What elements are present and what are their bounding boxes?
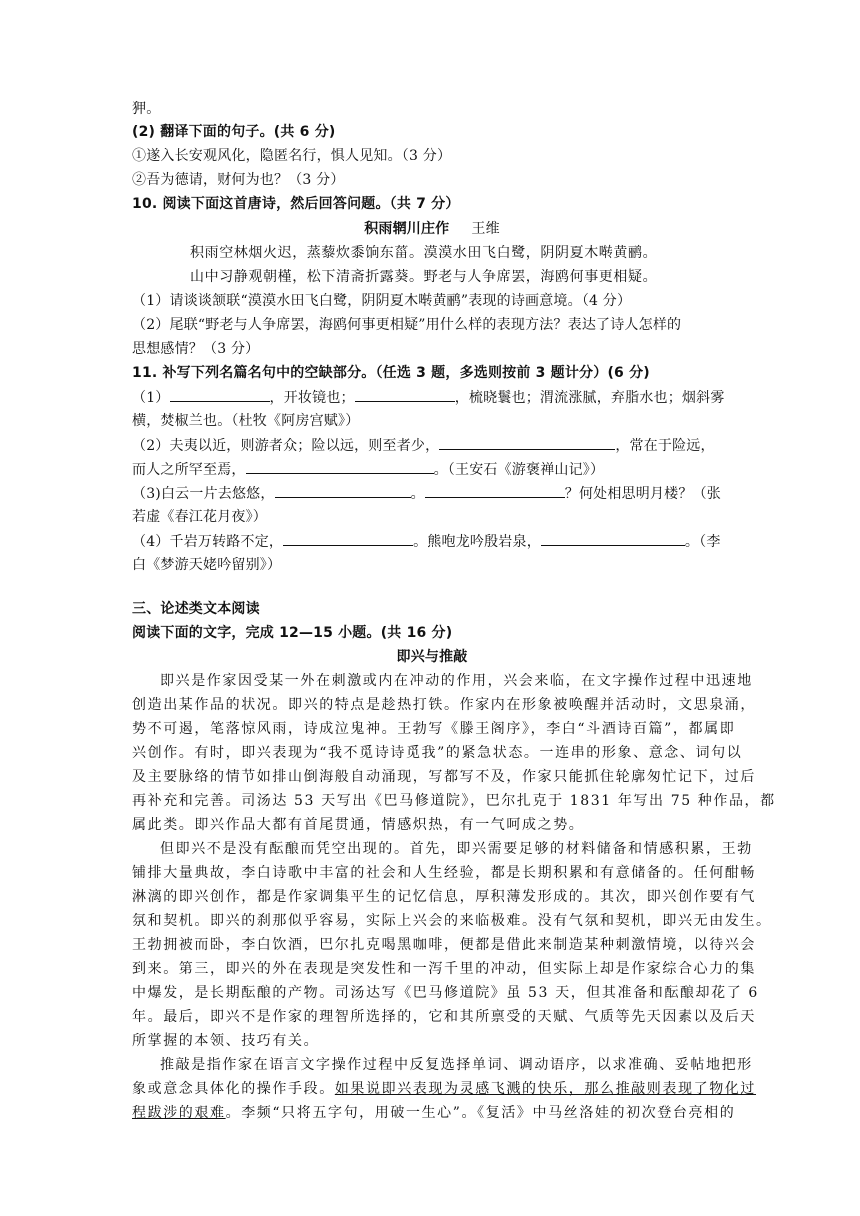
fill-line: [132, 386, 732, 409]
text-line: 若虚《春江花月夜》）: [132, 509, 267, 525]
paragraph-line: 属此类。即兴作品大都有首尾贯通，情感炽热，有一气呵成之势。: [132, 817, 585, 833]
text-line: 白《梦游天姥吟留别》）: [132, 557, 282, 573]
blank-field[interactable]: [425, 482, 565, 498]
paragraph-line: 所掌握的本领、技巧有关。: [132, 1033, 320, 1049]
blank-field[interactable]: [275, 482, 411, 498]
paragraph-line: 及主要脉络的情节如排山倒海般自动涌现，写都写不及，作家只能抓住轮廓匆忙记下，过后: [132, 769, 756, 785]
paragraph-line: [132, 1102, 736, 1124]
paragraph-line: [132, 1078, 757, 1100]
paragraph-line: 铺排大量典故，李白诗歌中丰富的社会和人生经验，都是长期积累和有意储备的。任何酣畅: [132, 865, 756, 881]
text-span: （4）千岩万转路不定，: [132, 534, 284, 550]
poem-line: 积雨空林烟火迟，蒸藜炊黍饷东菑。漠漠水田飞白鹭，阴阴夏木啭黄鹂。: [190, 245, 658, 261]
underlined-sentence: 如果说即兴表现为灵感飞溅的快乐，那么推敲则表现了物化过: [334, 1081, 757, 1097]
poem-title-text: 积雨辋川庄作: [364, 221, 450, 237]
text-span: 象或意念具体化的操作手段。: [132, 1081, 335, 1097]
question-heading: 阅读下面的文字，完成 12—15 小题。(共 16 分): [132, 625, 453, 641]
text-span: 。李频“只将五字句，用破一生心”。《复活》中马丝洛娃的初次登台亮相的: [225, 1105, 736, 1121]
fill-line: [132, 458, 732, 481]
paragraph-line: 兴创作。有时，即兴表现为“我不觅诗诗觅我”的紧急状态。一连串的形象、意念、词句以: [132, 745, 743, 761]
paragraph-line: 王勃拥被而卧，李白饮酒，巴尔扎克喝黑咖啡，便都是借此来制造某种刺激情境，以待兴会: [132, 937, 756, 953]
paragraph-line: 再补充和完善。司汤达 53 天写出《巴马修道院》，巴尔扎克于 1831 年写出 75 种作品，都: [132, 793, 776, 809]
fill-line: [132, 434, 732, 457]
paragraph-line: 到来。第三，即兴的外在表现是突发性和一泻千里的冲动，但实际上却是作家综合心力的集: [132, 961, 756, 977]
blank-field[interactable]: [355, 386, 455, 402]
paragraph-line: 创造出某作品的状况。即兴的特点是趁热打铁。作家内在形象被唤醒并活动时，文思泉涌，: [132, 697, 756, 713]
text-span: （2）夫夷以近，则游者众；险以远，则至者少，: [132, 438, 440, 454]
text-line: ②吾为德请，财何为也？（3 分）: [132, 172, 345, 188]
poem-title: [132, 218, 732, 240]
text-line: 狎。: [132, 101, 161, 117]
question-heading: 11. 补写下列名篇名句中的空缺部分。（任选 3 题，多选则按前 3 题计分）(6 分): [132, 365, 650, 381]
blank-field[interactable]: [541, 530, 685, 546]
blank-field[interactable]: [246, 458, 434, 474]
text-span: 。熊咆龙吟殷岩泉，: [413, 534, 541, 550]
paragraph-line: 中爆发，是长期酝酿的产物。司汤达写《巴马修道院》虽 53 天，但其准备和酝酿却花了 6: [132, 985, 759, 1001]
section-heading: 三、论述类文本阅读: [132, 601, 260, 617]
blank-field[interactable]: [439, 434, 615, 450]
question-heading: 10. 阅读下面这首唐诗，然后回答问题。（共 7 分）: [132, 196, 460, 212]
text-span: 而人之所罕至焉，: [132, 462, 246, 478]
text-line: （1）请谈谈颔联“漠漠水田飞白鹭，阴阴夏木啭黄鹂”表现的诗画意境。（4 分）: [132, 293, 632, 309]
text-span: 。（王安石《游褒禅山记》）: [433, 462, 605, 478]
article-title: 即兴与推敲: [396, 649, 468, 665]
text-span: 。: [410, 486, 425, 502]
text-span: ，开妆镜也；: [269, 390, 355, 406]
underlined-sentence: 程跋涉的艰难: [132, 1105, 226, 1121]
text-line: 横，焚椒兰也。（杜牧《阿房宫赋》）: [132, 413, 360, 429]
question-heading: (2) 翻译下面的句子。(共 6 分): [132, 124, 336, 140]
poem-line: 山中习静观朝槿，松下清斋折露葵。野老与人争席罢，海鸥何事更相疑。: [190, 269, 658, 285]
text-line: ①遂入长安观风化，隐匿名行，惧人见知。（3 分）: [132, 148, 452, 164]
text-span: 。（李: [684, 534, 721, 550]
paragraph-line: 推敲是指作家在语言文字操作过程中反复选择单词、调动语序，以求准确、妥帖地把形: [160, 1057, 753, 1073]
paragraph-line: 淋漓的即兴创作，都是作家调集平生的记忆信息，厚积薄发形成的。其次，即兴创作要有气: [132, 889, 756, 905]
paragraph-line: 势不可遏，笔落惊风雨，诗成泣鬼神。王勃写《滕王阁序》，李白“斗酒诗百篇”，都属即: [132, 721, 736, 737]
paragraph-line: 即兴是作家因受某一外在刺激或内在冲动的作用，兴会来临，在文字操作过程中迅速地: [160, 673, 753, 689]
text-span: ，常在于险远，: [615, 438, 715, 454]
fill-line: [132, 482, 732, 505]
text-line: （2）尾联“野老与人争席罢，海鸥何事更相疑”用什么样的表现方法？表达了诗人怎样的: [132, 317, 682, 333]
fill-line: [132, 530, 732, 553]
poem-author: 王维: [471, 221, 500, 237]
blank-field[interactable]: [170, 386, 270, 402]
text-span: ，梳晓鬟也；渭流涨腻，弃脂水也；烟斜雾: [454, 390, 725, 406]
paragraph-line: 氛和契机。即兴的刹那似乎容易，实际上兴会的来临极难。没有气氛和契机，即兴无由发生。: [132, 913, 772, 929]
text-span: ？何处相思明月楼？（张: [564, 486, 721, 502]
text-line: 思想感情？（3 分）: [132, 341, 260, 357]
paragraph-line: 年。最后，即兴不是作家的理智所选择的，它和其所禀受的天赋、气质等先天因素以及后天: [132, 1009, 756, 1025]
text-span: （3)白云一片去悠悠，: [132, 486, 275, 502]
blank-field[interactable]: [283, 530, 413, 546]
text-span: （1）: [132, 390, 170, 406]
paragraph-line: 但即兴不是没有酝酿而凭空出现的。首先，即兴需要足够的材料储备和情感积累，王勃: [160, 841, 753, 857]
